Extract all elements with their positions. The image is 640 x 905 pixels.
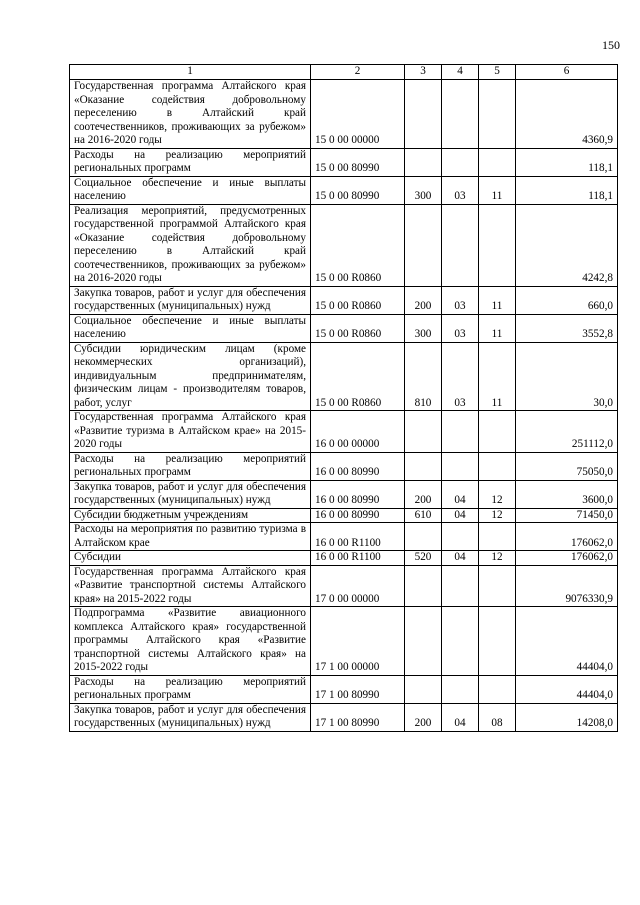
row-section: 04 (442, 703, 479, 731)
row-code: 16 0 00 R1100 (311, 523, 405, 551)
column-header: 1 (70, 65, 311, 80)
row-expense-type (405, 565, 442, 607)
row-name: Социальное обеспечение и иные выплаты населению (70, 176, 311, 204)
row-section (442, 452, 479, 480)
row-section (442, 565, 479, 607)
row-code: 16 0 00 00000 (311, 411, 405, 453)
row-amount: 4360,9 (516, 80, 618, 149)
table-row (70, 314, 618, 342)
row-name: Расходы на реализацию мероприятий региональных программ (70, 675, 311, 703)
row-name: Расходы на реализацию мероприятий региональных программ (70, 452, 311, 480)
row-section: 03 (442, 176, 479, 204)
column-header: 2 (311, 65, 405, 80)
row-expense-type: 200 (405, 480, 442, 508)
column-header: 6 (516, 65, 618, 80)
row-expense-type (405, 80, 442, 149)
row-section: 04 (442, 551, 479, 566)
row-code: 17 1 00 80990 (311, 703, 405, 731)
row-code: 15 0 00 R0860 (311, 286, 405, 314)
table-row (70, 176, 618, 204)
row-code: 17 1 00 80990 (311, 675, 405, 703)
table-row (70, 551, 618, 566)
row-amount: 14208,0 (516, 703, 618, 731)
table-body (70, 80, 618, 732)
row-amount: 118,1 (516, 176, 618, 204)
row-name: Государственная программа Алтайского края «Развитие транспортной системы Алтайского края» на 2015-2022 годы (70, 565, 311, 607)
table-row (70, 342, 618, 411)
row-subsection: 11 (479, 314, 516, 342)
row-expense-type: 200 (405, 286, 442, 314)
row-name: Подпрограмма «Развитие авиационного комплекса Алтайского края» государственной программы Алтайского края «Развитие транспортной системы Алтайского края» на 2015-2022 годы (70, 607, 311, 676)
row-section: 03 (442, 286, 479, 314)
table-row (70, 452, 618, 480)
row-subsection (479, 80, 516, 149)
row-subsection: 11 (479, 176, 516, 204)
row-section (442, 675, 479, 703)
row-section: 03 (442, 342, 479, 411)
row-expense-type (405, 148, 442, 176)
row-amount: 9076330,9 (516, 565, 618, 607)
table-row (70, 607, 618, 676)
row-amount: 118,1 (516, 148, 618, 176)
row-code: 15 0 00 R0860 (311, 342, 405, 411)
row-expense-type (405, 523, 442, 551)
row-name: Закупка товаров, работ и услуг для обеспечения государственных (муниципальных) нужд (70, 703, 311, 731)
row-section: 03 (442, 314, 479, 342)
table-row (70, 523, 618, 551)
table-row (70, 411, 618, 453)
row-subsection: 12 (479, 508, 516, 523)
row-subsection: 11 (479, 342, 516, 411)
table-row (70, 80, 618, 149)
row-name: Расходы на реализацию мероприятий региональных программ (70, 148, 311, 176)
row-name: Расходы на мероприятия по развитию туризма в Алтайском крае (70, 523, 311, 551)
row-subsection: 12 (479, 480, 516, 508)
table-row (70, 508, 618, 523)
row-code: 15 0 00 80990 (311, 176, 405, 204)
row-code: 17 0 00 00000 (311, 565, 405, 607)
row-subsection (479, 607, 516, 676)
column-header: 4 (442, 65, 479, 80)
table-row (70, 675, 618, 703)
row-section (442, 523, 479, 551)
row-subsection (479, 675, 516, 703)
row-subsection (479, 148, 516, 176)
row-code: 16 0 00 R1100 (311, 551, 405, 566)
column-header: 3 (405, 65, 442, 80)
row-name: Субсидии бюджетным учреждениям (70, 508, 311, 523)
row-amount: 75050,0 (516, 452, 618, 480)
table-row (70, 480, 618, 508)
row-section: 04 (442, 508, 479, 523)
row-code: 16 0 00 80990 (311, 480, 405, 508)
row-expense-type (405, 607, 442, 676)
row-name: Государственная программа Алтайского края «Развитие туризма в Алтайском крае» на 2015-2020 годы (70, 411, 311, 453)
row-subsection (479, 452, 516, 480)
row-amount: 176062,0 (516, 523, 618, 551)
row-expense-type: 520 (405, 551, 442, 566)
row-expense-type (405, 411, 442, 453)
row-name: Реализация мероприятий, предусмотренных государственной программой Алтайского края «Оказание содействия добровольному переселению в Алтайский край соотечественников, проживающих за рубежом» на 2016-2020 годы (70, 204, 311, 286)
row-code: 15 0 00 80990 (311, 148, 405, 176)
row-code: 15 0 00 R0860 (311, 314, 405, 342)
row-subsection (479, 204, 516, 286)
table-row (70, 703, 618, 731)
header-row (70, 65, 618, 80)
row-section (442, 148, 479, 176)
row-expense-type: 810 (405, 342, 442, 411)
row-section (442, 607, 479, 676)
row-name: Государственная программа Алтайского края «Оказание содействия добровольному переселению в Алтайский край соотечественников, проживающих за рубежом» на 2016-2020 годы (70, 80, 311, 149)
row-subsection: 12 (479, 551, 516, 566)
row-amount: 44404,0 (516, 675, 618, 703)
budget-table (69, 64, 618, 732)
row-name: Закупка товаров, работ и услуг для обеспечения государственных (муниципальных) нужд (70, 480, 311, 508)
row-amount: 3552,8 (516, 314, 618, 342)
column-header: 5 (479, 65, 516, 80)
row-code: 15 0 00 R0860 (311, 204, 405, 286)
table-row (70, 148, 618, 176)
row-name: Субсидии (70, 551, 311, 566)
page-number: 150 (602, 38, 620, 52)
row-expense-type: 610 (405, 508, 442, 523)
row-amount: 71450,0 (516, 508, 618, 523)
row-code: 17 1 00 00000 (311, 607, 405, 676)
row-section (442, 80, 479, 149)
row-name: Субсидии юридическим лицам (кроме некоммерческих организаций), индивидуальным предпринимателям, физическим лицам - производителям товаров, работ, услуг (70, 342, 311, 411)
row-section (442, 411, 479, 453)
row-name: Социальное обеспечение и иные выплаты населению (70, 314, 311, 342)
row-expense-type (405, 204, 442, 286)
row-expense-type: 300 (405, 314, 442, 342)
row-subsection: 08 (479, 703, 516, 731)
row-expense-type: 200 (405, 703, 442, 731)
row-expense-type (405, 452, 442, 480)
row-section (442, 204, 479, 286)
table-row (70, 204, 618, 286)
row-expense-type: 300 (405, 176, 442, 204)
row-amount: 251112,0 (516, 411, 618, 453)
row-subsection (479, 523, 516, 551)
row-subsection: 11 (479, 286, 516, 314)
row-amount: 3600,0 (516, 480, 618, 508)
row-subsection (479, 565, 516, 607)
row-amount: 30,0 (516, 342, 618, 411)
row-code: 15 0 00 00000 (311, 80, 405, 149)
row-amount: 660,0 (516, 286, 618, 314)
table-row (70, 565, 618, 607)
row-subsection (479, 411, 516, 453)
row-code: 16 0 00 80990 (311, 452, 405, 480)
table-row (70, 286, 618, 314)
row-amount: 4242,8 (516, 204, 618, 286)
row-code: 16 0 00 80990 (311, 508, 405, 523)
row-amount: 176062,0 (516, 551, 618, 566)
row-amount: 44404,0 (516, 607, 618, 676)
row-expense-type (405, 675, 442, 703)
row-name: Закупка товаров, работ и услуг для обеспечения государственных (муниципальных) нужд (70, 286, 311, 314)
row-section: 04 (442, 480, 479, 508)
